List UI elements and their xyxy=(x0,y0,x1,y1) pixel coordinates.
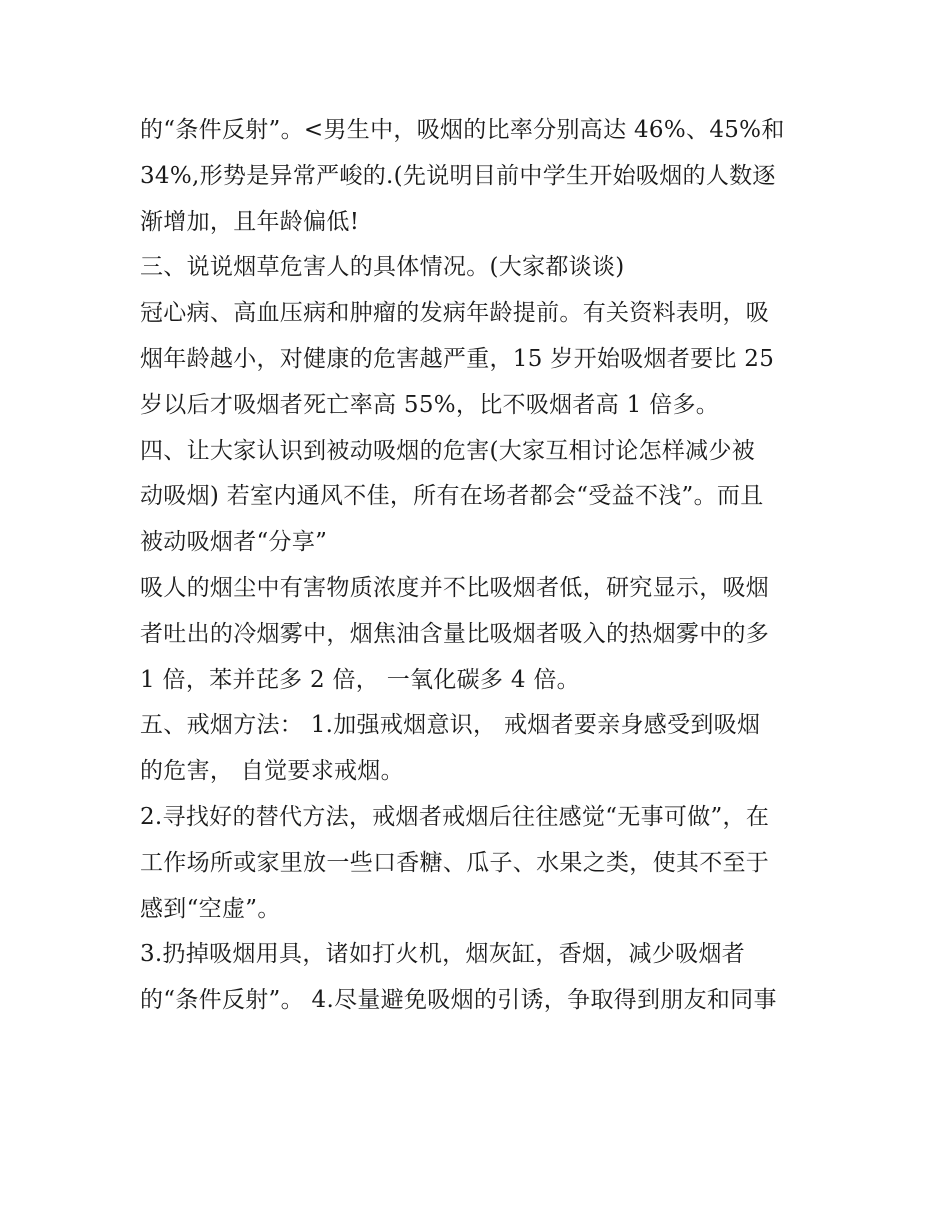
text-line: 渐增加，且年龄偏低! xyxy=(140,208,360,235)
list-item: 2.寻找好的替代方法，戒烟者戒烟后往往感觉“无事可做”，在 xyxy=(140,803,770,830)
text-line: 岁以后才吸烟者死亡率高 55%，比不吸烟者高 1 倍多。 xyxy=(140,391,720,418)
section-heading: 四、让大家认识到被动吸烟的危害(大家互相讨论怎样减少被 xyxy=(140,437,756,464)
text-line: 34%,形势是异常严峻的.(先说明目前中学生开始吸烟的人数逐 xyxy=(140,162,776,189)
body-text xyxy=(140,108,830,1024)
text-line: 动吸烟) 若室内通风不佳，所有在场者都会“受益不浅”。而且 xyxy=(140,483,764,510)
text-line: 感到“空虚”。 xyxy=(140,895,281,922)
text-line: 的“条件反射”。<男生中，吸烟的比率分别高达 46%、45%和 xyxy=(140,117,785,143)
section-heading: 五、戒烟方法： 1.加强戒烟意识， 戒烟者要亲身感受到吸烟 xyxy=(140,712,761,739)
text-line: 者吐出的冷烟雾中，烟焦油含量比吸烟者吸入的热烟雾中的多 xyxy=(140,620,770,647)
text-line: 烟年龄越小，对健康的危害越严重，15 岁开始吸烟者要比 25 xyxy=(140,345,775,372)
text-line: 吸人的烟尘中有害物质浓度并不比吸烟者低，研究显示，吸烟 xyxy=(140,574,770,601)
text-line: 的“条件反射”。 4.尽量避免吸烟的引诱，争取得到朋友和同事 xyxy=(140,987,777,1014)
list-item: 3.扔掉吸烟用具，诸如打火机，烟灰缸，香烟，减少吸烟者 xyxy=(140,941,746,968)
text-line: 的危害， 自觉要求戒烟。 xyxy=(140,758,404,785)
text-line: 1 倍，苯并芘多 2 倍， 一氧化碳多 4 倍。 xyxy=(140,666,580,693)
section-heading: 三、说说烟草危害人的具体情况。(大家都谈谈) xyxy=(140,254,625,281)
text-line: 被动吸烟者“分享” xyxy=(140,529,328,556)
text-line: 冠心病、高血压病和肿瘤的发病年龄提前。有关资料表明，吸 xyxy=(140,300,770,327)
text-line: 工作场所或家里放一些口香糖、瓜子、水果之类，使其不至于 xyxy=(140,849,770,876)
